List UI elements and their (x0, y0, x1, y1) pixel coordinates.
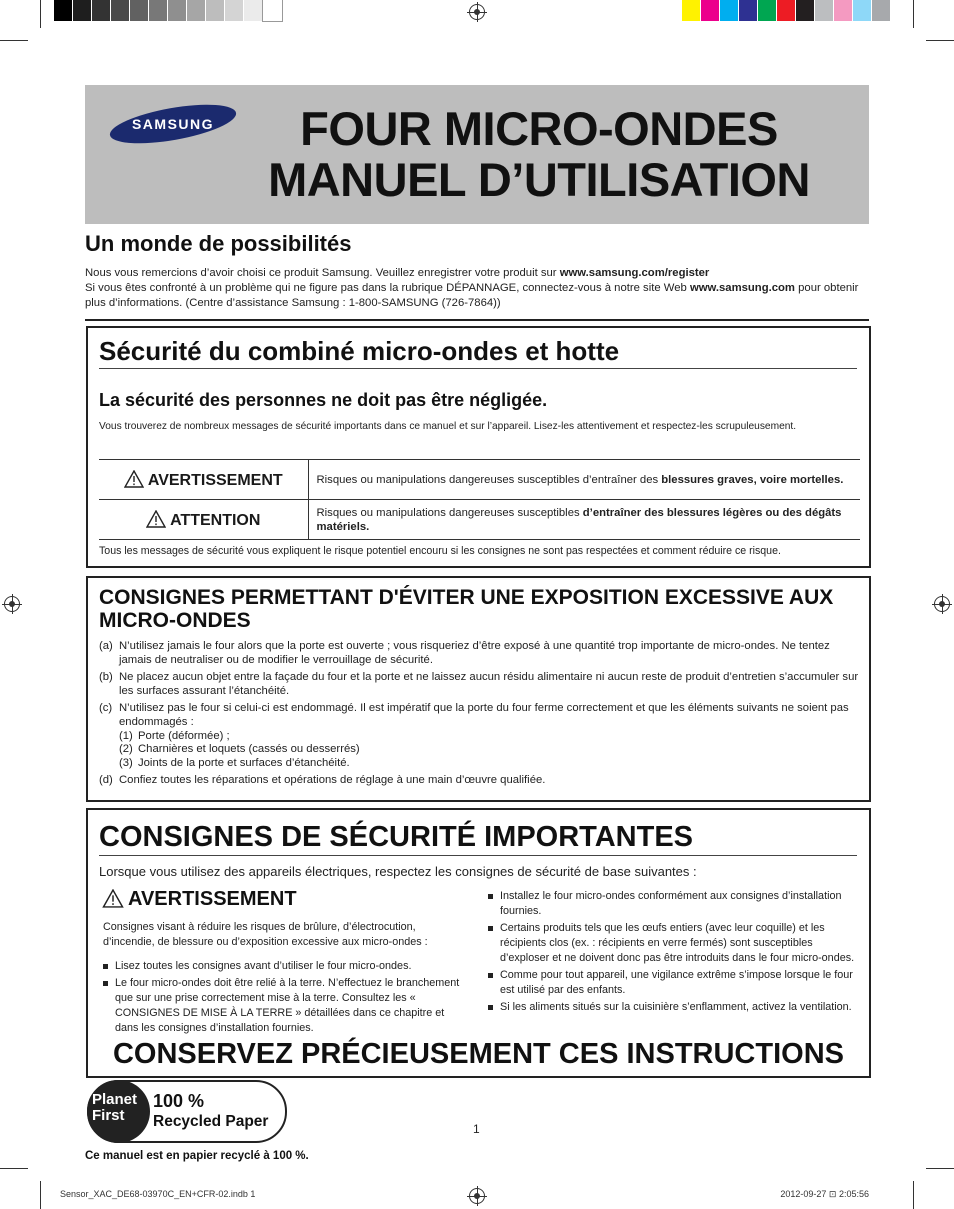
color-swatch (149, 0, 168, 21)
color-swatch (872, 0, 891, 21)
badge-text: Recycled Paper (153, 1113, 269, 1130)
warning-triangle-icon (146, 510, 166, 528)
list-item: (a) N’utilisez jamais le four alors que la porte est ouverte ; vous risqueriez d’être exposé à une quantité trop importante de micro-ondes. Ne tentez jamais de neutraliser ou de modifier le verrouillage de sécurité. (99, 640, 830, 666)
list-item: Comme pour tout appareil, une vigilance extrême s’impose lorsque le four est utilisé par des enfants. (488, 968, 858, 998)
sub-list-item: (2) Charnières et loquets (cassés ou desserrés) (119, 743, 360, 756)
title-banner (85, 85, 869, 224)
color-swatch (54, 0, 73, 21)
svg-text:SAMSUNG: SAMSUNG (131, 116, 215, 132)
list-item: (c) N’utilisez pas le four si celui-ci est endommagé. Il est impératif que la porte du four ferme correctement et que les éléments suivants ne soient pas endommagés : (1) Porte (déformée) ; (2) Charnières et loquets (cassés ou desserrés) (3) Joints de la porte et surfaces d’étanchéité. (99, 702, 864, 770)
exposure-section (86, 576, 871, 802)
section-description: Vous trouverez de nombreux messages de sécurité importants dans ce manuel et sur l’appareil. Lisez-les attentivement et respectez-les scrupuleusement. (99, 421, 797, 432)
registration-mark-icon (4, 596, 20, 612)
table-row (99, 500, 860, 540)
color-swatch (73, 0, 92, 21)
section-title: Sécurité du combiné micro-ondes et hotte (99, 336, 857, 369)
website-link[interactable]: www.samsung.com (689, 282, 795, 294)
right-bullet-list (488, 889, 858, 1017)
planet-first-badge (87, 1080, 287, 1143)
color-swatch (263, 0, 282, 21)
color-swatch (682, 0, 701, 21)
color-swatch (130, 0, 149, 21)
registration-mark-icon (934, 596, 950, 612)
section-title: CONSIGNES DE SÉCURITÉ IMPORTANTES (99, 821, 857, 856)
safety-section (86, 326, 871, 568)
sub-list-item: (3) Joints de la porte et surfaces d’étanchéité. (119, 756, 350, 769)
warning-triangle-icon (102, 889, 124, 908)
list-item: Lisez toutes les consignes avant d’utiliser le four micro-ondes. (103, 959, 468, 974)
color-swatch (853, 0, 872, 21)
intro-text: Nous vous remercions d’avoir choisi ce produit Samsung. Veuillez enregistrer votre produit sur www.samsung.com/register Si vous êtes confronté à un problème qui ne figure pas dans la rubrique DÉPANNAGE, connectez-vous à notre site Web www.samsung.com pour obtenir plus d’informations. (Centre d’assistance Samsung : 1-800-SAMSUNG (726-7864)) (85, 267, 859, 309)
color-swatch (758, 0, 777, 21)
crop-mark (913, 0, 914, 28)
list-item: (d) Confiez toutes les réparations et opérations de réglage à une main d’œuvre qualifiée. (99, 774, 546, 787)
color-swatch (834, 0, 853, 21)
left-bullet-list (103, 959, 468, 1038)
list-item: Si les aliments situés sur la cuisinière s’enflamment, activez la ventilation. (488, 1000, 858, 1015)
warning-triangle-icon (124, 470, 144, 488)
gray-color-bar (54, 0, 282, 21)
page-subtitle: Un monde de possibilités (85, 231, 352, 256)
signal-word-table (99, 459, 860, 540)
planet-first-logo: Planet First (87, 1080, 150, 1143)
color-swatch (796, 0, 815, 21)
color-swatch (187, 0, 206, 21)
important-section (86, 808, 871, 1078)
cmyk-color-bar (682, 0, 891, 21)
color-swatch (206, 0, 225, 21)
crop-mark (926, 1168, 954, 1169)
color-swatch (168, 0, 187, 21)
sub-list-item: (1) Porte (déformée) ; (119, 729, 230, 742)
register-link[interactable]: www.samsung.com/register (559, 267, 710, 279)
print-slug-date: 2012-09-27 ⊡ 2:05:56 (780, 1189, 869, 1199)
list-item: (b) Ne placez aucun objet entre la façade du four et la porte et ne laissez aucun résidu alimentaire ni aucun reste de produit d’entretien s’accumuler sur les surfaces assurant l’étanchéité. (99, 671, 859, 697)
list-item: Installez le four micro-ondes conformément aux consignes d’installation fournies. (488, 889, 858, 919)
crop-mark (40, 0, 41, 28)
signal-description: Risques ou manipulations dangereuses susceptibles d’entraîner des blessures légères ou des dégâts matériels. (308, 500, 860, 540)
badge-percentage: 100 % (153, 1091, 205, 1111)
section-footer-note: Tous les messages de sécurité vous expliquent le risque potentiel encouru si les consignes ne sont pas respectées et comment réduire ce risque. (99, 545, 781, 557)
crop-mark (0, 1168, 28, 1169)
color-swatch (815, 0, 834, 21)
crop-mark (926, 40, 954, 41)
sub-list (119, 730, 864, 771)
signal-label: AVERTISSEMENT (99, 460, 308, 500)
color-swatch (111, 0, 130, 21)
samsung-logo (107, 104, 239, 144)
list-item: Certains produits tels que les œufs entiers (avec leur coquille) et les récipients clos (ex. : récipients en verre fermés) sont susceptibles d’exploser et ne doivent donc pas être introduits dans le four micro-ondes. (488, 921, 858, 966)
crop-mark (0, 40, 28, 41)
signal-label: ATTENTION (99, 500, 308, 540)
color-swatch (701, 0, 720, 21)
exposure-list (99, 640, 864, 792)
list-item: Le four micro-ondes doit être relié à la terre. N’effectuez le branchement que sur une prise correctement mise à la terre. Consultez les « CONSIGNES DE MISE À LA TERRE » détaillées dans ce chapitre et dans les consignes d’installation fournies. (103, 976, 468, 1036)
document-title: FOUR MICRO-ONDES MANUEL D’UTILISATION (268, 102, 810, 206)
warning-heading: AVERTISSEMENT (102, 888, 297, 911)
color-swatch (92, 0, 111, 21)
page-number: 1 (473, 1122, 480, 1136)
section-title: CONSIGNES PERMETTANT D'ÉVITER UNE EXPOSITION EXCESSIVE AUX MICRO-ONDES (99, 586, 834, 632)
warning-description: Consignes visant à réduire les risques de brûlure, d’électrocution, d’incendie, de blessure ou d’exposition excessive aux micro-ondes : (103, 921, 428, 948)
crop-mark (40, 1181, 41, 1209)
signal-description: Risques ou manipulations dangereuses susceptibles d’entraîner des blessures graves, voire mortelles. (308, 460, 860, 500)
color-swatch (225, 0, 244, 21)
recycled-note: Ce manuel est en papier recyclé à 100 %. (85, 1150, 309, 1162)
color-swatch (777, 0, 796, 21)
table-row (99, 460, 860, 500)
section-lead: Lorsque vous utilisez des appareils électriques, respectez les consignes de sécurité de base suivantes : (99, 864, 697, 879)
color-swatch (720, 0, 739, 21)
print-slug-file: Sensor_XAC_DE68-03970C_EN+CFR-02.indb 1 (60, 1189, 256, 1199)
divider (85, 319, 869, 321)
conserve-instructions-banner: CONSERVEZ PRÉCIEUSEMENT CES INSTRUCTIONS (112, 1038, 844, 1070)
color-swatch (244, 0, 263, 21)
section-subtitle: La sécurité des personnes ne doit pas être négligée. (99, 390, 548, 410)
registration-mark-icon (469, 1188, 485, 1204)
registration-mark-icon (469, 4, 485, 20)
crop-mark (913, 1181, 914, 1209)
color-swatch (739, 0, 758, 21)
